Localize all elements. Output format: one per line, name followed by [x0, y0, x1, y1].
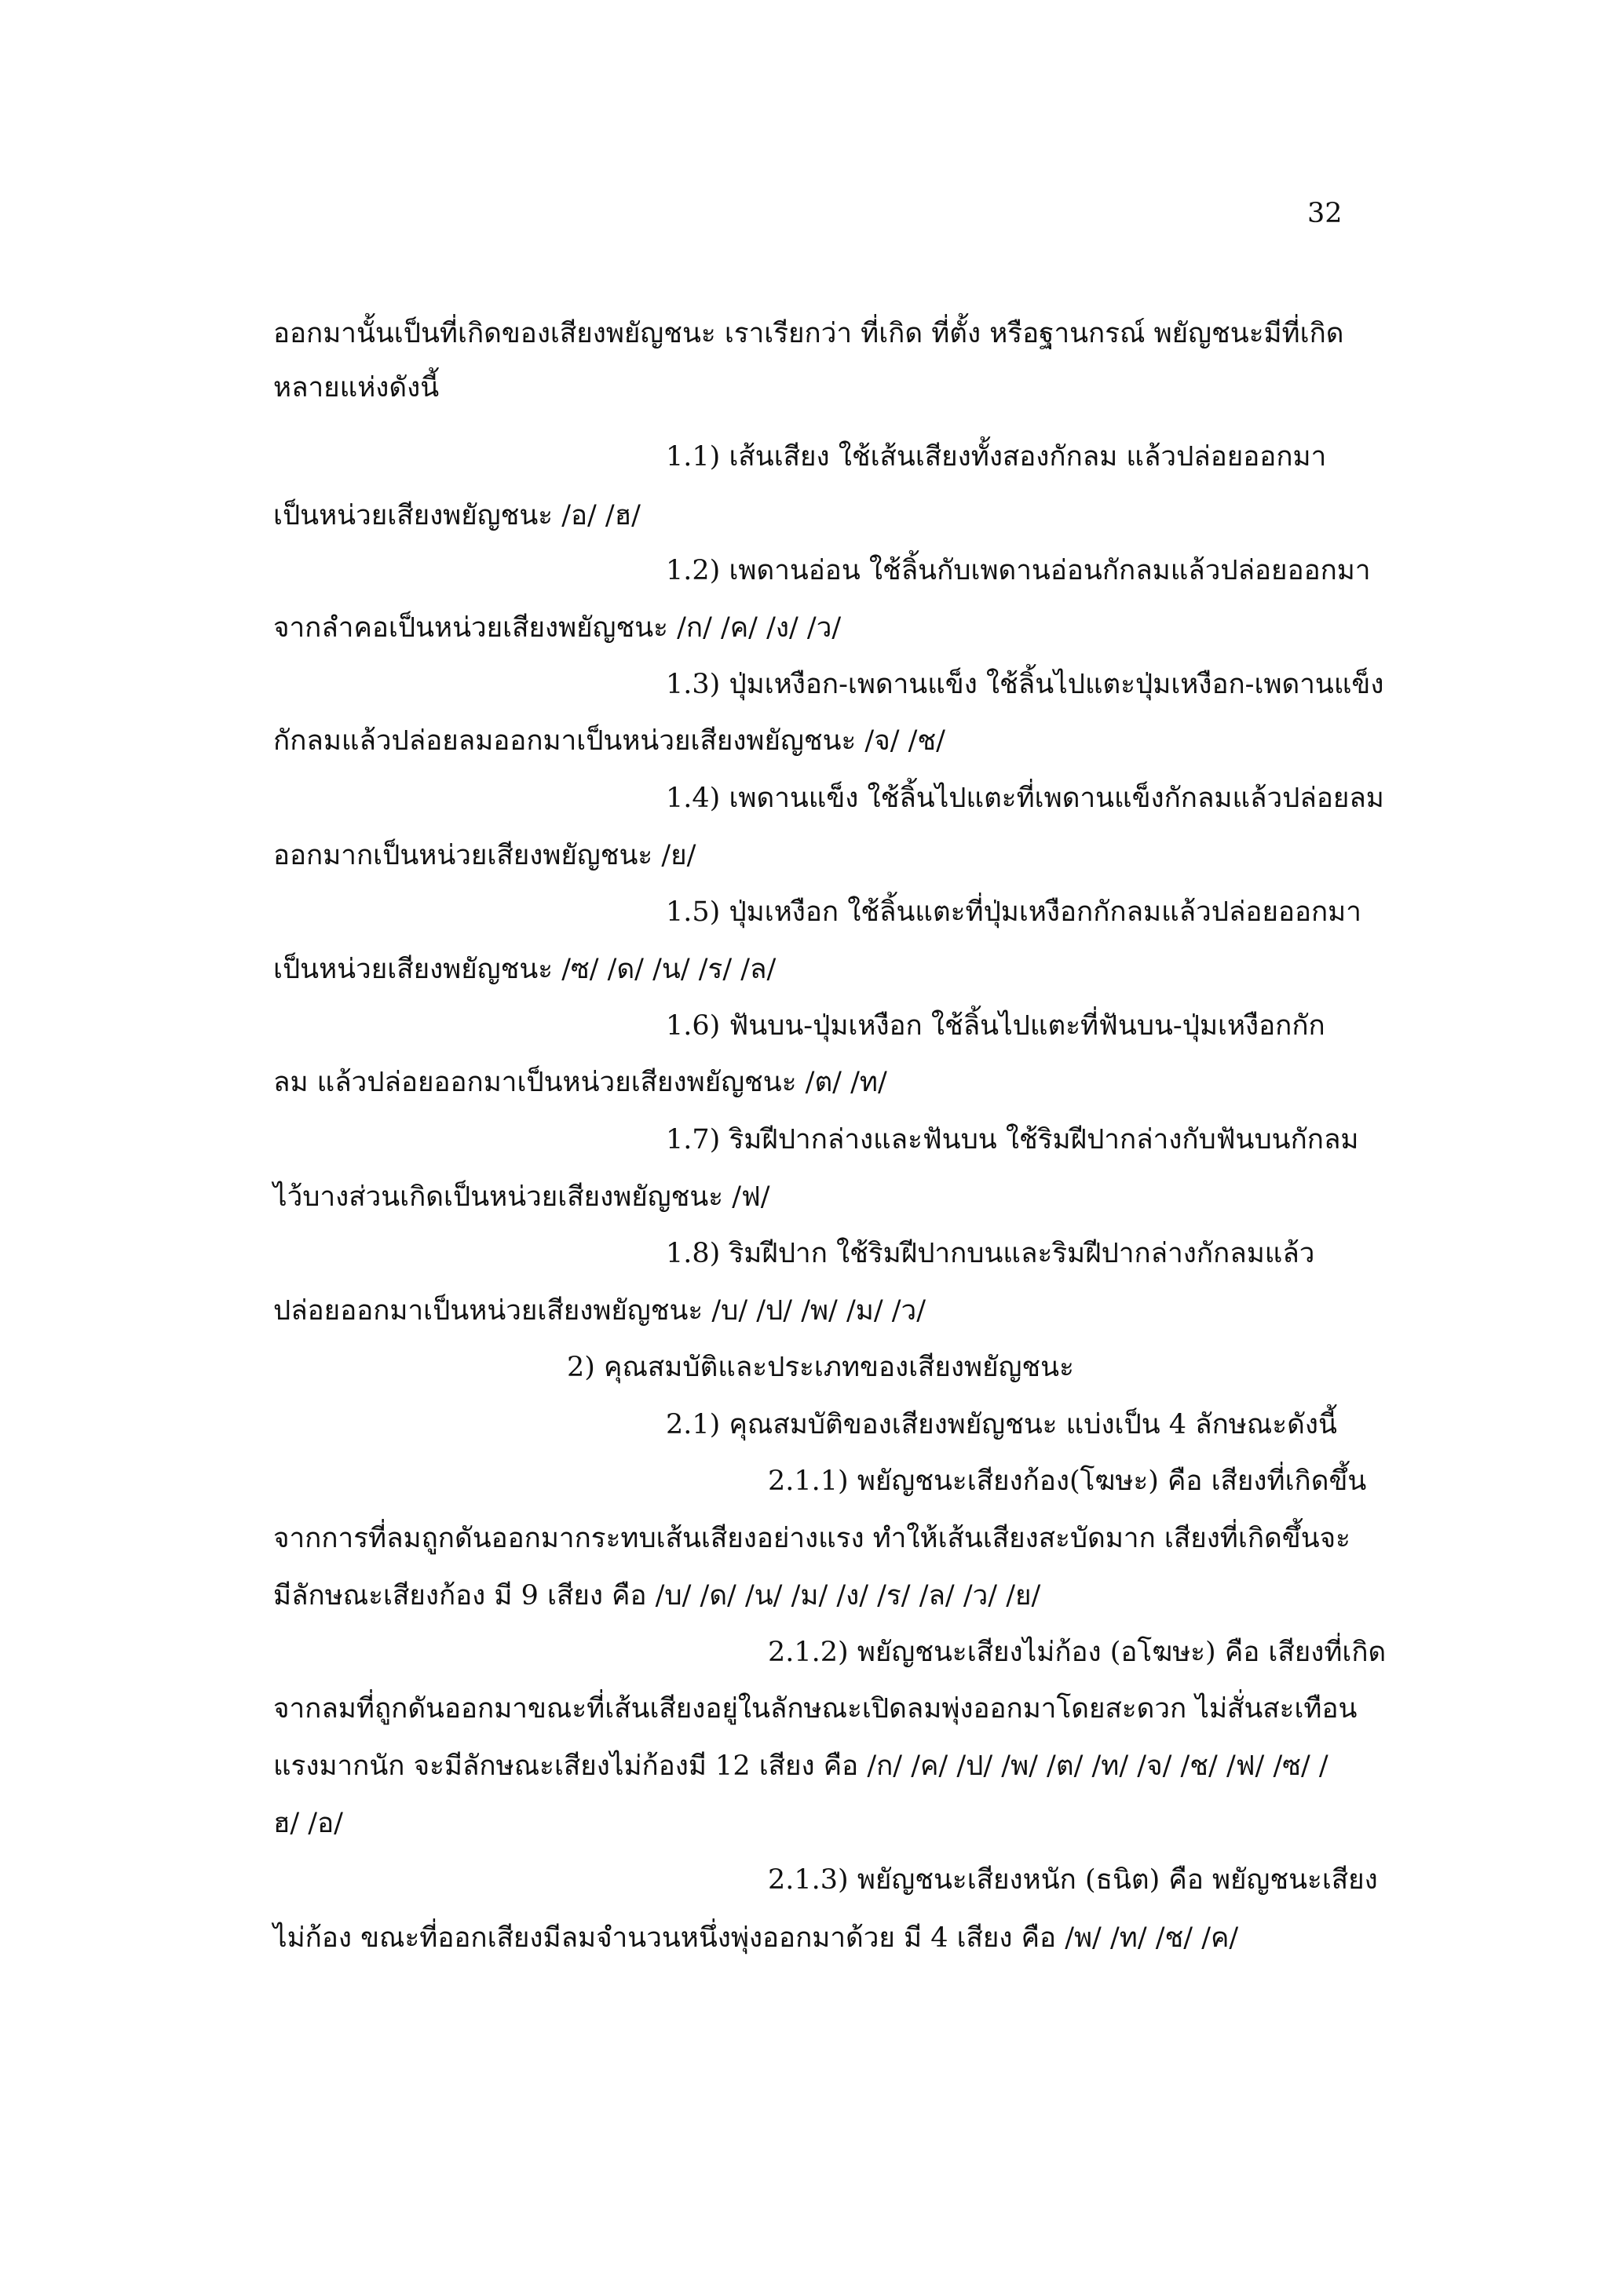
text-line: 1.1) เส้นเสียง ใช้เส้นเสียงทั้งสองกักลม แล้วปล่อยออกมา	[666, 441, 1327, 473]
text-line: 1.4) เพดานแข็ง ใช้ลิ้นไปแตะที่เพดานแข็งกักลมแล้วปล่อยลม	[666, 783, 1384, 814]
text-line: จากลมที่ถูกดันออกมาขณะที่เส้นเสียงอยู่ในลักษณะเปิดลมพุ่งออกมาโดยสะดวก ไม่สั่นสะเทือน	[273, 1693, 1358, 1725]
text-line: ออกมากเป็นหน่วยเสียงพยัญชนะ /ย/	[273, 840, 696, 871]
text-line: เป็นหน่วยเสียงพยัญชนะ /อ/ /ฮ/	[273, 500, 641, 531]
text-line: 1.8) ริมฝีปาก ใช้ริมฝีปากบนและริมฝีปากล่างกักลมแล้ว	[666, 1238, 1315, 1269]
text-line: มีลักษณะเสียงก้อง มี 9 เสียง คือ /บ/ /ด/ /น/ /ม/ /ง/ /ร/ /ล/ /ว/ /ย/	[273, 1580, 1041, 1612]
text-line: กักลมแล้วปล่อยลมออกมาเป็นหน่วยเสียงพยัญชนะ /จ/ /ช/	[273, 725, 945, 757]
section-heading: 2) คุณสมบัติและประเภทของเสียงพยัญชนะ	[567, 1352, 1074, 1383]
text-line: 1.5) ปุ่มเหงือก ใช้ลิ้นแตะที่ปุ่มเหงือกกักลมแล้วปล่อยออกมา	[666, 896, 1361, 928]
text-line: 1.7) ริมฝีปากล่างและฟันบน ใช้ริมฝีปากล่างกับฟันบนกักลม	[666, 1124, 1359, 1155]
text-line: หลายแห่งดังนี้	[273, 372, 440, 403]
text-line: เป็นหน่วยเสียงพยัญชนะ /ซ/ /ด/ /น/ /ร/ /ล/	[273, 954, 777, 985]
text-line: 2.1) คุณสมบัติของเสียงพยัญชนะ แบ่งเป็น 4 ลักษณะดังนี้	[666, 1409, 1337, 1440]
text-line: ฮ/ /อ/	[273, 1808, 343, 1839]
text-line: ออกมานั้นเป็นที่เกิดของเสียงพยัญชนะ เราเรียกว่า ที่เกิด ที่ตั้ง หรือฐานกรณ์ พยัญชนะมีที่เกิด	[273, 318, 1344, 349]
text-line: ไม่ก้อง ขณะที่ออกเสียงมีลมจำนวนหนึ่งพุ่งออกมาด้วย มี 4 เสียง คือ /พ/ /ท/ /ช/ /ค/	[273, 1922, 1239, 1954]
page-number: 32	[1307, 198, 1343, 229]
text-line: 1.3) ปุ่มเหงือก-เพดานแข็ง ใช้ลิ้นไปแตะปุ่มเหงือก-เพดานแข็ง	[666, 669, 1384, 700]
text-line: 2.1.1) พยัญชนะเสียงก้อง(โฆษะ) คือ เสียงที่เกิดขึ้น	[768, 1466, 1367, 1497]
text-line: ไว้บางส่วนเกิดเป็นหน่วยเสียงพยัญชนะ /ฟ/	[273, 1181, 770, 1213]
text-line: แรงมากนัก จะมีลักษณะเสียงไม่ก้องมี 12 เสียง คือ /ก/ /ค/ /ป/ /พ/ /ต/ /ท/ /จ/ /ช/ /ฟ/ /ซ/ /	[273, 1750, 1328, 1782]
text-line: 2.1.2) พยัญชนะเสียงไม่ก้อง (อโฆษะ) คือ เสียงที่เกิด	[768, 1637, 1387, 1668]
text-line: 1.2) เพดานอ่อน ใช้ลิ้นกับเพดานอ่อนกักลมแล้วปล่อยออกมา	[666, 555, 1371, 586]
text-line: จากลำคอเป็นหน่วยเสียงพยัญชนะ /ก/ /ค/ /ง/ /ว/	[273, 612, 842, 644]
text-line: 2.1.3) พยัญชนะเสียงหนัก (ธนิต) คือ พยัญชนะเสียง	[768, 1864, 1378, 1896]
text-line: ลม แล้วปล่อยออกมาเป็นหน่วยเสียงพยัญชนะ /ต/ /ท/	[273, 1067, 887, 1098]
text-line: 1.6) ฟันบน-ปุ่มเหงือก ใช้ลิ้นไปแตะที่ฟันบน-ปุ่มเหงือกกัก	[666, 1010, 1325, 1042]
text-line: จากการที่ลมถูกดันออกมากระทบเส้นเสียงอย่างแรง ทำให้เส้นเสียงสะบัดมาก เสียงที่เกิดขึ้นจะ	[273, 1523, 1350, 1554]
text-line: ปล่อยออกมาเป็นหน่วยเสียงพยัญชนะ /บ/ /ป/ /พ/ /ม/ /ว/	[273, 1295, 926, 1327]
